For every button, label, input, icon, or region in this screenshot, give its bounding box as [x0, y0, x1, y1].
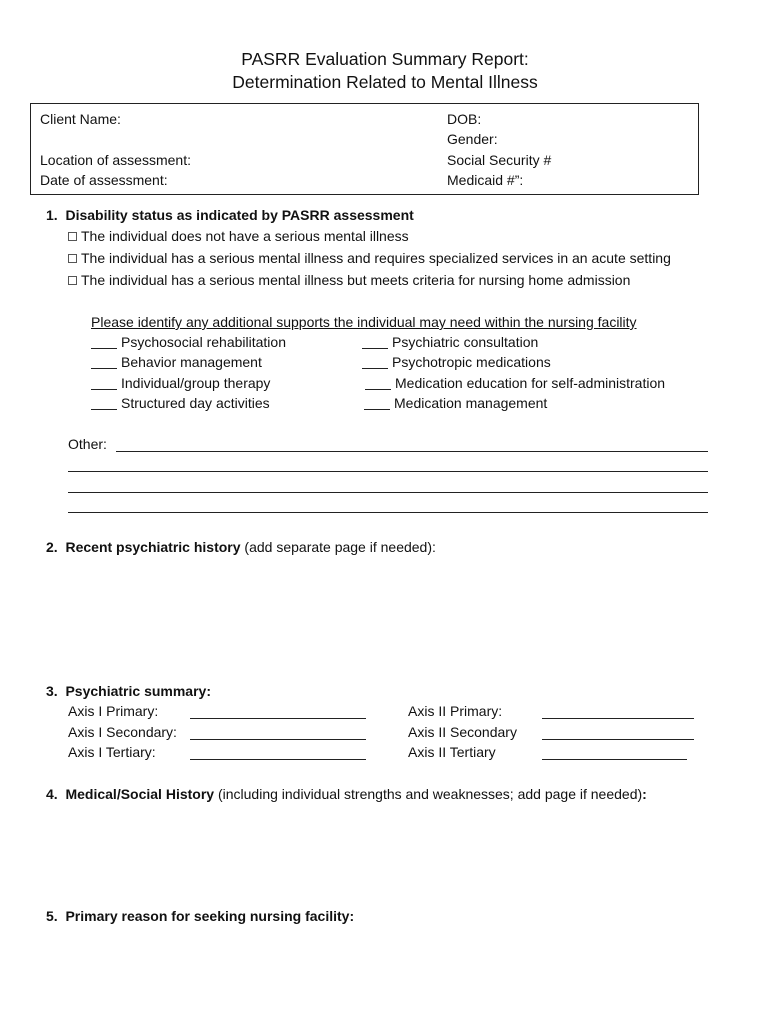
- section-1-heading: [46, 207, 414, 223]
- support-blank[interactable]: [364, 397, 390, 410]
- checkbox-smi-acute[interactable]: [68, 254, 77, 263]
- support-label: Medication education for self-administration: [395, 375, 666, 391]
- support-psychotropic[interactable]: [362, 354, 551, 370]
- title-line-2: Determination Related to Mental Illness: [232, 72, 538, 92]
- other-line-1[interactable]: [116, 451, 708, 452]
- section-4-heading: [46, 786, 647, 802]
- axis-2-primary-line[interactable]: [542, 718, 694, 719]
- section-5-number: 5.: [46, 908, 58, 924]
- title-line-1: PASRR Evaluation Summary Report:: [241, 49, 529, 69]
- support-blank[interactable]: [91, 377, 117, 390]
- support-blank[interactable]: [362, 336, 388, 349]
- section-2-number: 2.: [46, 539, 58, 555]
- section-5-heading: [46, 908, 354, 924]
- option-no-smi-label: The individual does not have a serious mental illness: [81, 228, 409, 244]
- support-behavior[interactable]: [91, 354, 262, 370]
- supports-heading: Please identify any additional supports the individual may need within the nursing facility: [91, 314, 637, 330]
- section-4-note: (including individual strengths and weaknesses; add page if needed): [214, 786, 643, 802]
- checkbox-smi-nursing-home[interactable]: [68, 276, 77, 285]
- section-1-number: 1.: [46, 207, 58, 223]
- other-line-4[interactable]: [68, 512, 708, 513]
- section-3-number: 3.: [46, 683, 58, 699]
- support-therapy[interactable]: [91, 375, 270, 391]
- ssn-label: Social Security #: [447, 152, 552, 168]
- support-label: Behavior management: [121, 354, 262, 370]
- option-smi-acute-label: The individual has a serious mental illness and requires specialized services in an acute setting: [81, 250, 671, 266]
- section-2-note: (add separate page if needed):: [240, 539, 436, 555]
- medicaid-label: Medicaid #”:: [447, 172, 524, 188]
- support-med-education[interactable]: [365, 375, 665, 391]
- support-day-activities[interactable]: [91, 395, 270, 411]
- other-line-3[interactable]: [68, 492, 708, 493]
- support-label: Individual/group therapy: [121, 375, 271, 391]
- support-psychosocial[interactable]: [91, 334, 286, 350]
- other-line-2[interactable]: [68, 471, 708, 472]
- axis-1-secondary-line[interactable]: [190, 739, 366, 740]
- support-psychiatric-consult[interactable]: [362, 334, 538, 350]
- support-blank[interactable]: [91, 336, 117, 349]
- support-label: Psychotropic medications: [392, 354, 551, 370]
- axis-1-primary-line[interactable]: [190, 718, 366, 719]
- support-blank[interactable]: [91, 356, 117, 369]
- axis-1-primary-label: Axis I Primary:: [68, 703, 159, 719]
- section-3-title: Psychiatric summary:: [65, 683, 211, 699]
- support-med-management[interactable]: [364, 395, 547, 411]
- support-label: Psychosocial rehabilitation: [121, 334, 286, 350]
- checkbox-no-smi[interactable]: [68, 232, 77, 241]
- dob-label: DOB:: [447, 111, 482, 127]
- axis-2-secondary-line[interactable]: [542, 739, 694, 740]
- section-5-title: Primary reason for seeking nursing facility:: [65, 908, 355, 924]
- section-4-number: 4.: [46, 786, 58, 802]
- support-blank[interactable]: [91, 397, 117, 410]
- axis-2-primary-label: Axis II Primary:: [408, 703, 503, 719]
- option-smi-nursing-home-label: The individual has a serious mental illness but meets criteria for nursing home admission: [81, 272, 631, 288]
- date-label: Date of assessment:: [40, 172, 168, 188]
- client-name-label: Client Name:: [40, 111, 121, 127]
- support-blank[interactable]: [362, 356, 388, 369]
- section-3-heading: [46, 683, 211, 699]
- support-label: Structured day activities: [121, 395, 270, 411]
- option-row-3[interactable]: [68, 272, 630, 288]
- section-4-colon: :: [642, 786, 647, 802]
- support-label: Psychiatric consultation: [392, 334, 539, 350]
- option-row-1[interactable]: [68, 228, 409, 244]
- axis-1-secondary-label: Axis I Secondary:: [68, 724, 177, 740]
- section-2-title: Recent psychiatric history: [65, 539, 241, 555]
- support-blank[interactable]: [365, 377, 391, 390]
- gender-label: Gender:: [447, 131, 498, 147]
- other-label: Other:: [68, 436, 107, 452]
- axis-1-tertiary-line[interactable]: [190, 759, 366, 760]
- section-2-heading: [46, 539, 436, 555]
- location-label: Location of assessment:: [40, 152, 191, 168]
- axis-2-tertiary-line[interactable]: [542, 759, 687, 760]
- option-row-2[interactable]: [68, 250, 671, 266]
- axis-2-tertiary-label: Axis II Tertiary: [408, 744, 496, 760]
- axis-1-tertiary-label: Axis I Tertiary:: [68, 744, 156, 760]
- axis-2-secondary-label: Axis II Secondary: [408, 724, 517, 740]
- section-1-title: Disability status as indicated by PASRR assessment: [65, 207, 414, 223]
- support-label: Medication management: [394, 395, 548, 411]
- section-4-title: Medical/Social History: [65, 786, 215, 802]
